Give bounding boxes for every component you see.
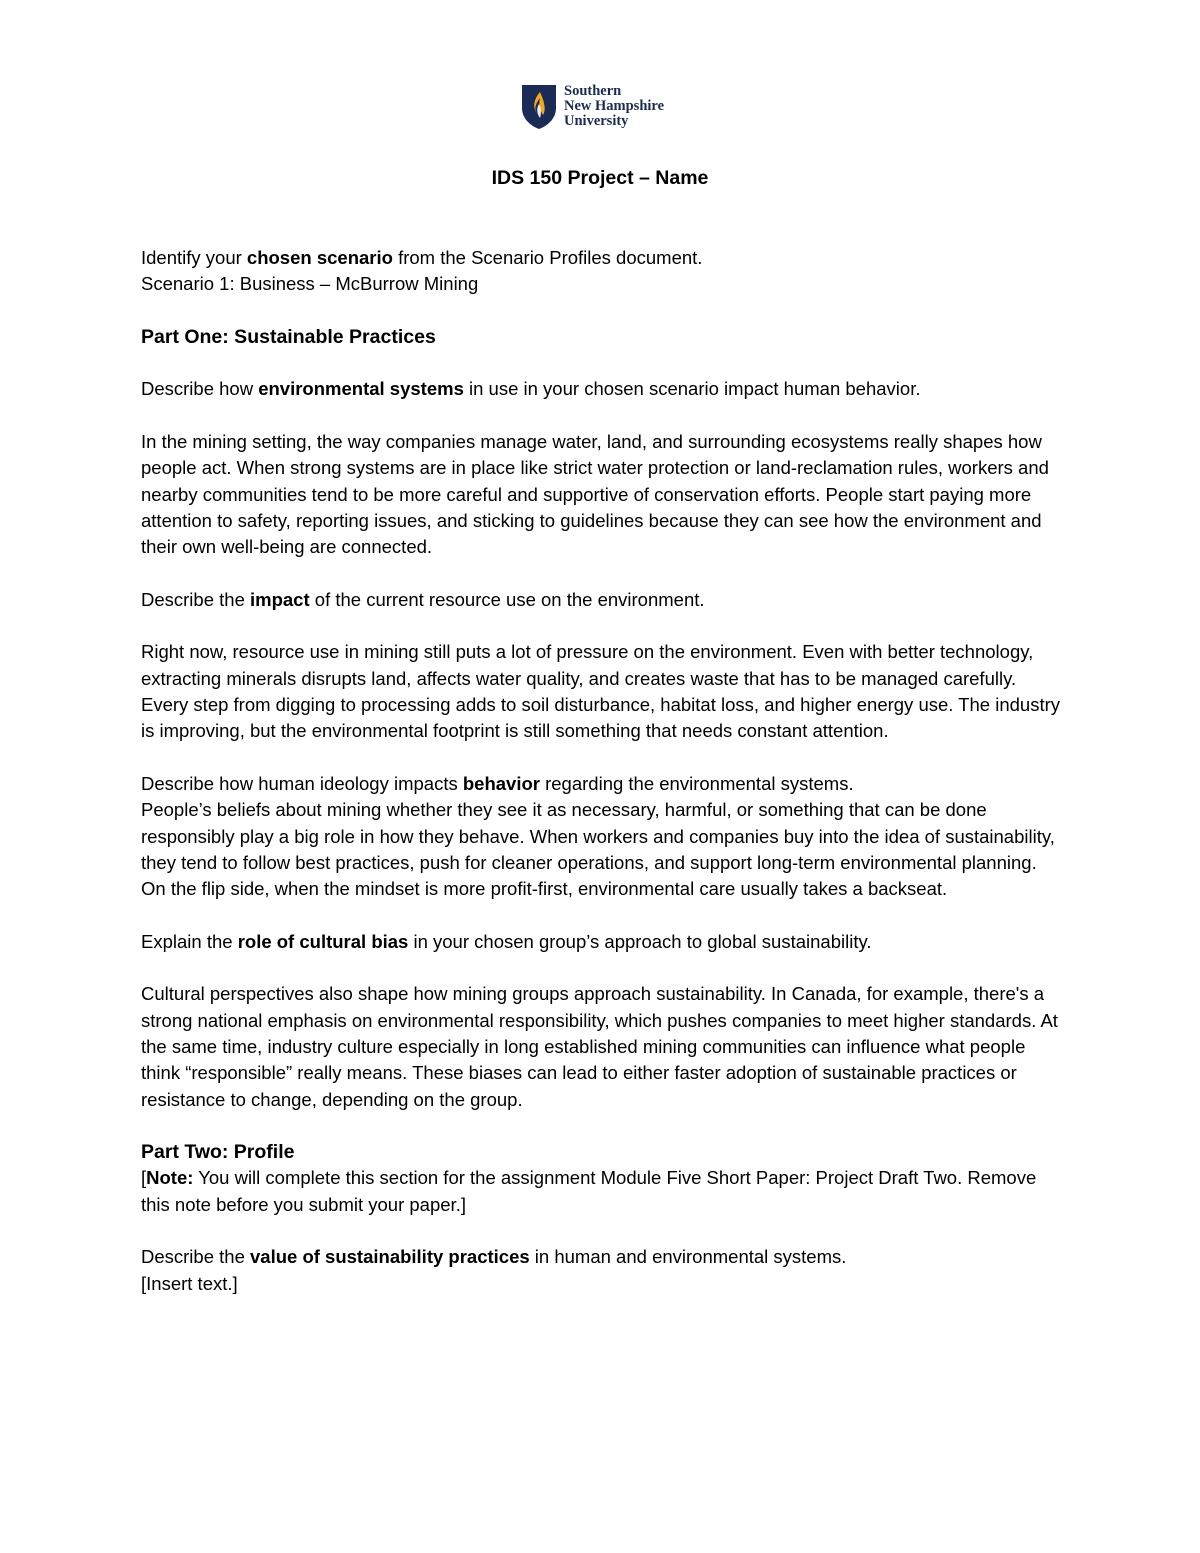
logo-line-2: New Hampshire: [564, 98, 665, 114]
question-environmental-systems: [141, 376, 1061, 402]
question-emphasis: role of cultural bias: [237, 930, 409, 952]
question-emphasis: environmental systems: [258, 378, 464, 400]
question-emphasis: value of sustainability practices: [250, 1246, 530, 1268]
question-behavior: [141, 771, 1061, 797]
question-text: in human and environmental systems.: [529, 1246, 847, 1268]
answer-cultural-bias: Cultural perspectives also shape how mining groups approach sustainability. In Canada, for example, there's a strong national emphasis on environmental responsibility, which pushes companies to meet higher standards. At the same time, industry culture especially in long established mining communities can influence what people think “responsible” really means. These biases can lead to either faster adoption of sustainable practices or resistance to change, depending on the group.: [141, 983, 1058, 1110]
question-text: Describe how: [141, 378, 259, 400]
part-two-heading: Part Two: Profile: [141, 1141, 295, 1164]
part-two-note: [141, 1165, 1061, 1218]
answer-environmental-systems: In the mining setting, the way companies manage water, land, and surrounding ecosystems really shapes how people act. When strong systems are in place like strict water protection or land-reclamation rules, workers and nearby communities tend to be more careful and supportive of conservation efforts. People start paying more attention to safety, reporting issues, and sticking to guidelines because they can see how the environment and their own well-being are connected.: [141, 431, 1049, 558]
question-text: Describe the: [141, 588, 250, 610]
prompt-text: from the Scenario Profiles document.: [392, 247, 703, 268]
question-text: Describe the: [141, 1246, 250, 1268]
answer-behavior: People’s beliefs about mining whether they see it as necessary, harmful, or something that can be done responsibly play a big role in how they behave. When workers and companies buy into the idea of sustainability, they tend to follow best practices, push for cleaner operations, and support long-term environmental planning. On the flip side, when the mindset is more profit-first, environmental care usually takes a backseat.: [141, 799, 1055, 900]
part-one-heading: Part One: Sustainable Practices: [141, 325, 436, 348]
question-text: in use in your chosen scenario impact human behavior.: [463, 378, 921, 400]
question-text: in your chosen group’s approach to global sustainability.: [408, 930, 872, 952]
question-impact: [141, 587, 1061, 613]
question-cultural-bias: [141, 929, 1061, 955]
scenario-prompt: [141, 245, 1061, 271]
logo-line-3: University: [564, 113, 629, 129]
document-body: [141, 245, 1061, 1297]
question-text: regarding the environmental systems.: [539, 772, 854, 794]
scenario-answer: Scenario 1: Business – McBurrow Mining: [141, 273, 479, 295]
prompt-emphasis: chosen scenario: [246, 247, 393, 268]
document-title: IDS 150 Project – Name: [491, 167, 709, 189]
logo-wordmark: [564, 84, 664, 129]
question-text: Explain the: [141, 930, 238, 952]
note-label: Note:: [146, 1167, 194, 1189]
question-emphasis: behavior: [462, 772, 540, 794]
shield-flame-icon: [521, 84, 557, 130]
question-text: Describe how human ideology impacts: [141, 772, 463, 794]
question-emphasis: impact: [250, 588, 310, 610]
logo-line-1: Southern: [564, 83, 622, 99]
question-text: of the current resource use on the environment.: [309, 588, 705, 610]
answer-impact: Right now, resource use in mining still puts a lot of pressure on the environment. Even with better technology, extracting minerals disrupts land, affects water quality, and creates waste that has to be managed carefully. Every step from digging to processing adds to soil disturbance, habitat loss, and higher energy use. The industry is improving, but the environmental footprint is still something that needs constant attention.: [141, 641, 1061, 742]
insert-text-placeholder: [Insert text.]: [141, 1272, 238, 1294]
note-bracket: [: [141, 1167, 147, 1189]
note-text: You will complete this section for the assignment Module Five Short Paper: Project Draft Two. Remove this note before you submit your paper.]: [141, 1167, 1037, 1215]
prompt-text: Identify your: [141, 247, 247, 268]
university-logo: [521, 84, 664, 132]
question-sustainability-value: [141, 1244, 1061, 1270]
